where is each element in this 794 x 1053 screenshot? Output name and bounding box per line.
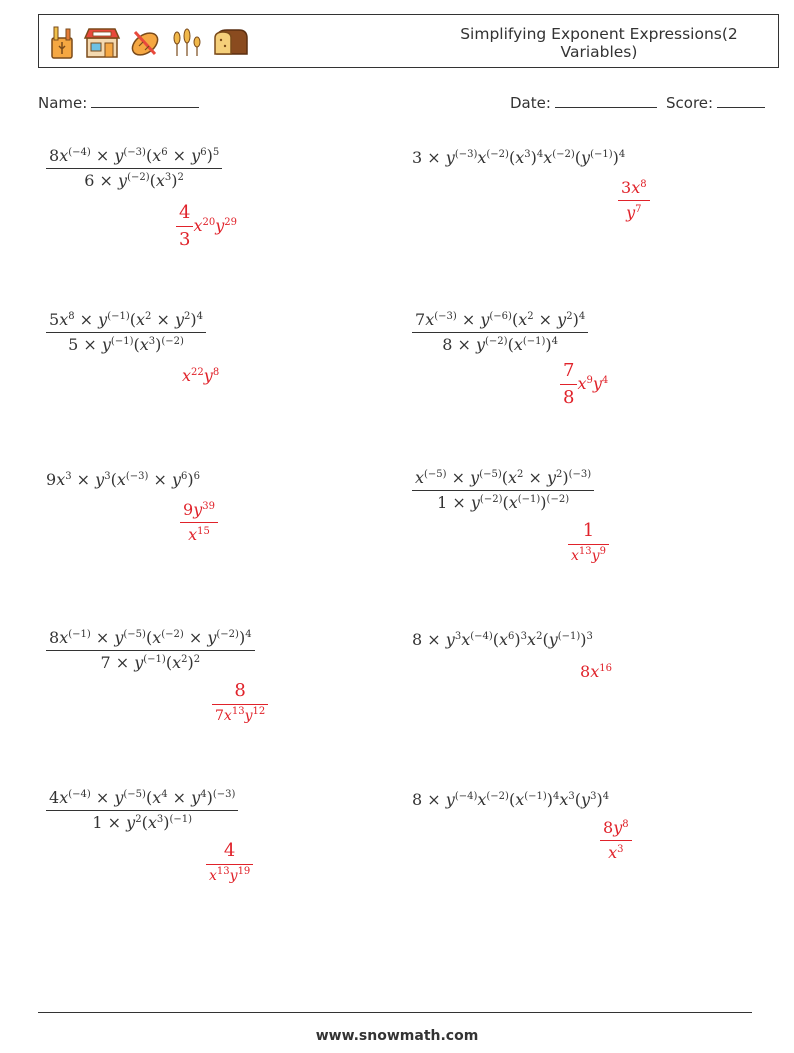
answer-2: $\frac{3x^8}{y^7}$ bbox=[618, 180, 650, 221]
answer-3: $x^{22}y^8$ bbox=[182, 366, 220, 385]
answer-7: $\frac{8}{7x^{13}y^{12}}$ bbox=[212, 682, 268, 723]
problem-3: $\frac{5x^8 \times y^{(-1)}(x^2 \times y^2)^4}{5 \times y^{(-1)}(x^3)^{(-2)}}$ bbox=[46, 312, 206, 353]
title-line-1: Simplifying Exponent Expressions(2 bbox=[460, 25, 738, 43]
footer-divider bbox=[38, 1012, 752, 1013]
worksheet-title bbox=[434, 25, 764, 61]
worksheet-header bbox=[38, 14, 779, 68]
problem-7: $\frac{8x^{(-1)} \times y^{(-5)}(x^{(-2)} \times y^{(-2)})^4}{7 \times y^{(-1)}(x^2)^2}$ bbox=[46, 630, 255, 671]
score-blank[interactable] bbox=[717, 94, 765, 108]
problem-9: $\frac{4x^{(-4)} \times y^{(-5)}(x^4 \times y^4)^{(-3)}}{1 \times y^2(x^3)^{(-1)}}$ bbox=[46, 790, 238, 831]
wheat-icon bbox=[169, 24, 205, 60]
footer-url[interactable]: www.snowmath.com bbox=[315, 1028, 479, 1044]
answer-4: $\frac{7}{8}$ $x^9y^4$ bbox=[560, 362, 608, 407]
problem-8: $8 \times y^3x^{(-4)}(x^6)^3x^2(y^{(-1)})^3$ bbox=[412, 630, 593, 649]
problem-10: $8 \times y^{(-4)}x^{(-2)}(x^{(-1)})^4x^3(y^3)^4$ bbox=[412, 790, 610, 809]
answer-6: $\frac{1}{x^{13}y^9}$ bbox=[568, 522, 609, 563]
shop-icon bbox=[83, 24, 121, 60]
title-line-2: Variables) bbox=[560, 43, 638, 61]
problem-6: $\frac{x^{(-5)} \times y^{(-5)}(x^2 \times y^2)^{(-3)}}{1 \times y^{(-2)}(x^{(-1)})^{(-2)}}$ bbox=[412, 470, 594, 511]
problem-4: $\frac{7x^{(-3)} \times y^{(-6)}(x^2 \times y^2)^4}{8 \times y^{(-2)}(x^{(-1)})^4}$ bbox=[412, 312, 588, 353]
date-blank[interactable] bbox=[555, 94, 657, 108]
name-label: Name: bbox=[38, 94, 88, 112]
date-field bbox=[510, 94, 657, 112]
answer-9: $\frac{4}{x^{13}y^{19}}$ bbox=[206, 842, 253, 883]
answer-8: $8x^{16}$ bbox=[580, 662, 612, 681]
answer-5: $\frac{9y^{39}}{x^{15}}$ bbox=[180, 502, 218, 543]
pencil-cup-icon bbox=[47, 24, 77, 60]
bread-pastry-icon bbox=[127, 24, 163, 60]
date-label: Date: bbox=[510, 94, 551, 112]
problem-2: $3 \times y^{(-3)}x^{(-2)}(x^3)^4x^{(-2)}(y^{(-1)})^4$ bbox=[412, 148, 626, 167]
bread-loaf-icon bbox=[211, 24, 251, 60]
problem-5: $9x^3 \times y^3(x^{(-3)} \times y^6)^6$ bbox=[46, 470, 201, 489]
header-icons bbox=[47, 23, 251, 61]
problem-1: $\frac{8x^{(-4)} \times y^{(-3)}(x^6 \times y^6)^5}{6 \times y^{(-2)}(x^3)^2}$ bbox=[46, 148, 222, 189]
answer-1: $\frac{4}{3}$ $x^{20}y^{29}$ bbox=[176, 204, 237, 249]
name-blank[interactable] bbox=[91, 94, 199, 108]
score-label: Score: bbox=[666, 94, 714, 112]
score-field bbox=[666, 94, 765, 112]
answer-10: $\frac{8y^8}{x^3}$ bbox=[600, 820, 632, 861]
name-field bbox=[38, 94, 199, 112]
